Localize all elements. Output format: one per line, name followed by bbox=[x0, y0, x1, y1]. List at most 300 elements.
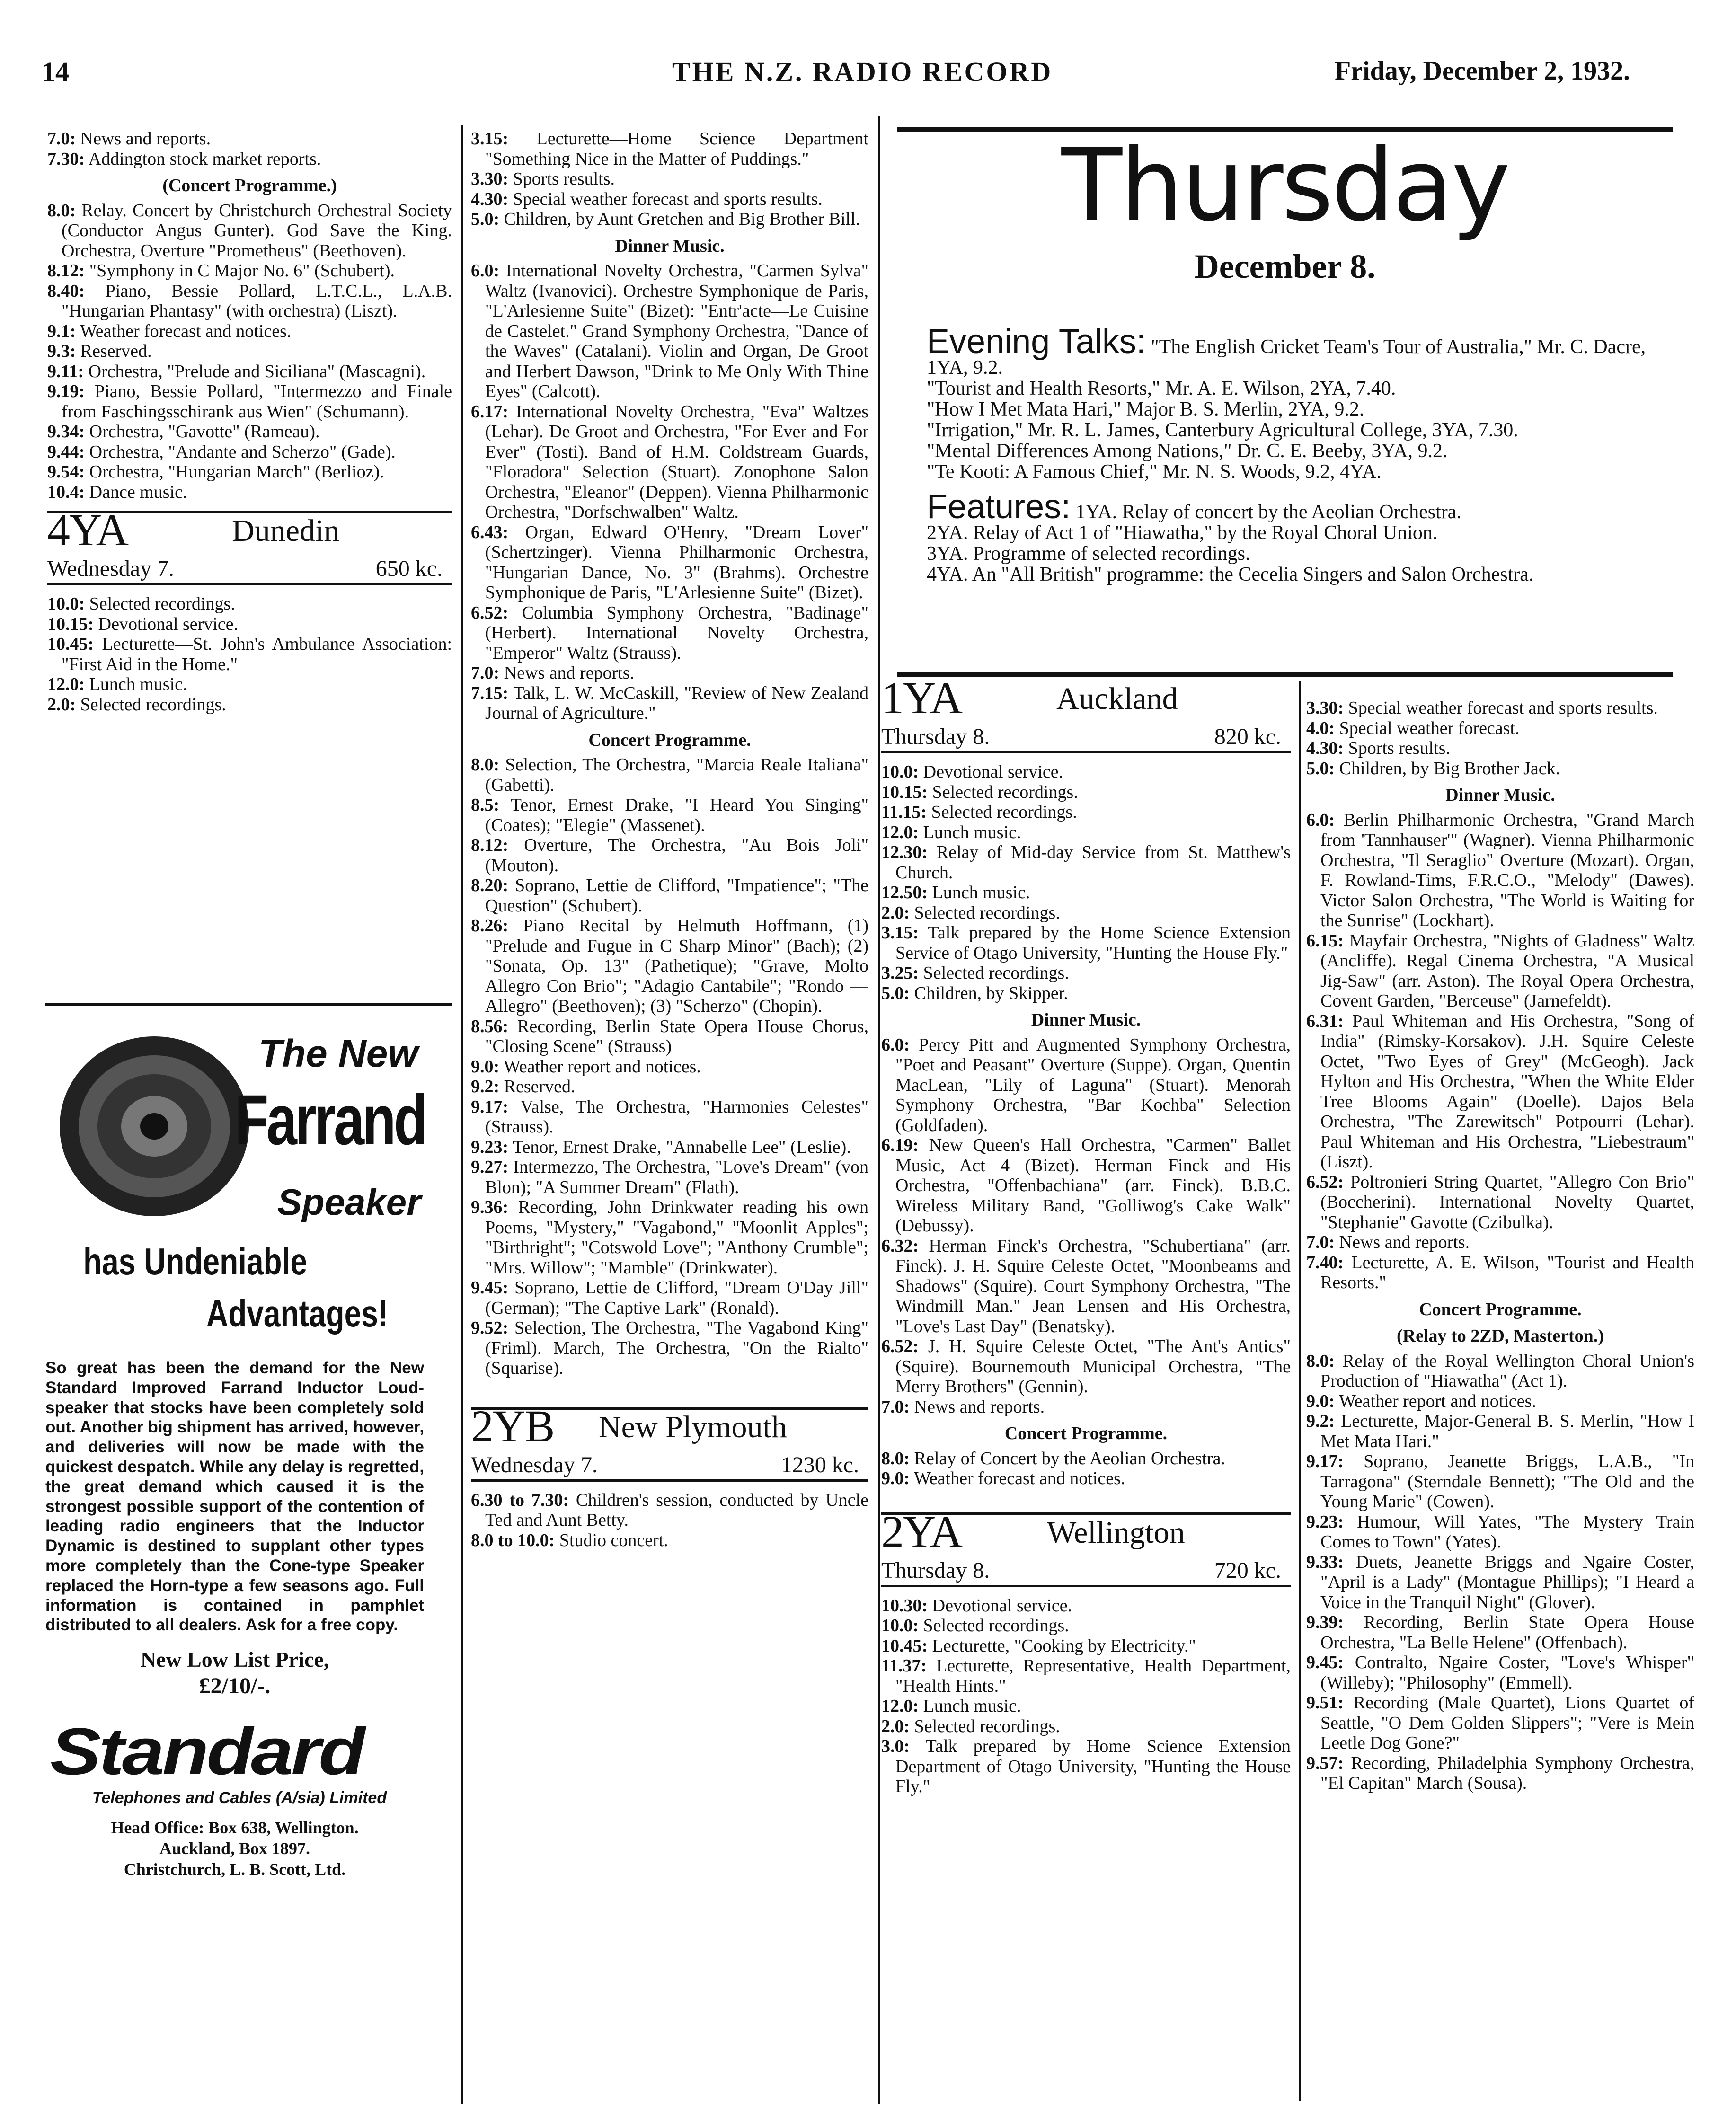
programme-item bbox=[881, 1035, 1291, 1136]
station-header-1ya bbox=[881, 681, 1291, 753]
programme-description: Lecturette, "Cooking by Electricity." bbox=[932, 1636, 1196, 1656]
programme-time: 9.45: bbox=[471, 1278, 509, 1298]
programme-item bbox=[47, 634, 452, 674]
programme-description: Recording, Philadelphia Symphony Orchestra, "El Capitan" March (Sousa). bbox=[1320, 1753, 1694, 1793]
programme-time: 10.45: bbox=[881, 1636, 928, 1656]
programme-time: 9.52: bbox=[471, 1318, 509, 1338]
programme-item bbox=[47, 261, 452, 281]
programme-description: Dance music. bbox=[89, 482, 187, 502]
programme-description: Talk prepared by the Home Science Extension Service of Otago University, "Hunting the House Fly." bbox=[895, 923, 1291, 963]
programme-item bbox=[881, 842, 1291, 883]
programme-description: Intermezzo, The Orchestra, "Love's Dream" (von Blon); "A Summer Dream" (Flath). bbox=[485, 1157, 868, 1197]
programme-description: Weather forecast and notices. bbox=[913, 1468, 1125, 1488]
programme-item bbox=[47, 482, 452, 503]
programme-time: 11.15: bbox=[881, 802, 927, 822]
programme-description: Organ, Edward O'Henry, "Dream Lover" (Schertzinger). Vienna Philharmonic Orchestra, "Hungarian Dance, No. 3" (Brahms). Orchestre Symphonique de Paris, "L'Arlesienne Suite" (Bizet). bbox=[485, 522, 868, 602]
column-rule bbox=[878, 116, 880, 2104]
section-heading: Concert Programme. bbox=[1004, 1424, 1168, 1443]
programme-time: 10.0: bbox=[881, 1616, 919, 1636]
programme-description: Weather report and notices. bbox=[503, 1056, 701, 1077]
programme-description: Lecturette—St. John's Ambulance Association: "First Aid in the Home." bbox=[62, 634, 452, 674]
programme-item bbox=[471, 169, 868, 189]
programme-description: Studio concert. bbox=[559, 1530, 668, 1550]
col2-listings-2 bbox=[471, 1490, 868, 1551]
ad-offices bbox=[45, 1817, 424, 1880]
page-number: 14 bbox=[42, 56, 69, 87]
programme-description: Relay of the Royal Wellington Choral Union's Production of "Hiawatha" (Act 1). bbox=[1320, 1351, 1694, 1391]
programme-item bbox=[471, 261, 868, 402]
programme-description: Children's session, conducted by Uncle Ted and Aunt Betty. bbox=[485, 1490, 868, 1530]
programme-item bbox=[471, 522, 868, 603]
programme-item bbox=[881, 782, 1291, 803]
programme-time: 10.15: bbox=[881, 782, 928, 802]
programme-description: Percy Pitt and Augmented Symphony Orchestra, "Poet and Peasant" Overture (Suppe). Organ, Quentin MacLean, "Lily of Laguna" (Stuart). Menorah Symphony Orchestra, "Bar Kochba" Selection (Goldfaden). bbox=[895, 1034, 1291, 1135]
programme-description: Talk, L. W. McCaskill, "Review of New Zealand Journal of Agriculture." bbox=[485, 683, 868, 723]
station-call: 2YA bbox=[881, 1506, 962, 1557]
programme-time: 9.2: bbox=[471, 1077, 500, 1096]
programme-time: 12.30: bbox=[881, 842, 928, 862]
programme-description: Weather forecast and notices. bbox=[80, 321, 292, 341]
programme-time: 8.0: bbox=[1306, 1351, 1335, 1371]
programme-description: Lunch music. bbox=[932, 883, 1030, 902]
programme-description: Selection, The Orchestra, "Marcia Reale Italiana" (Gabetti). bbox=[485, 755, 868, 795]
programme-time: 6.52: bbox=[471, 602, 509, 623]
programme-description: Recording, Berlin State Opera House Orchestra, "La Belle Helene" (Offenbach). bbox=[1320, 1612, 1694, 1653]
programme-item bbox=[47, 695, 452, 715]
ad-office-3: Christchurch, L. B. Scott, Ltd. bbox=[124, 1860, 346, 1879]
programme-item bbox=[471, 603, 868, 663]
programme-description: Piano, Bessie Pollard, "Intermezzo and Finale from Faschingsschirank aus Wien" (Schumann). bbox=[62, 381, 452, 422]
programme-time: 6.0: bbox=[471, 261, 500, 281]
programme-description: Humour, Will Yates, "The Mystery Train Comes to Town" (Yates). bbox=[1320, 1512, 1694, 1552]
col3-listings-2 bbox=[881, 1596, 1291, 1797]
programme-description: Tenor, Ernest Drake, "Annabelle Lee" (Leslie). bbox=[512, 1137, 851, 1157]
programme-description: Selected recordings. bbox=[914, 1716, 1060, 1736]
programme-description: Selected recordings. bbox=[923, 963, 1069, 983]
programme-description: Reserved. bbox=[80, 341, 152, 361]
programme-time: 7.40: bbox=[1306, 1252, 1344, 1273]
programme-time: 8.5: bbox=[471, 795, 500, 815]
section-heading: Dinner Music. bbox=[1031, 1010, 1141, 1030]
programme-time: 9.0: bbox=[471, 1056, 500, 1077]
programme-description: Orchestra, "Andante and Scherzo" (Gade). bbox=[89, 442, 396, 462]
programme-description: Talk prepared by Home Science Extension Department of Otago University, "Hunting the House Fly." bbox=[895, 1736, 1291, 1796]
programme-time: 3.30: bbox=[1306, 698, 1344, 718]
programme-time: 8.0: bbox=[47, 200, 76, 221]
talk-item: "Irrigation," Mr. R. L. James, Canterbury Agricultural College, 3YA, 7.30. bbox=[927, 419, 1518, 441]
programme-time: 9.2: bbox=[1306, 1411, 1335, 1431]
programme-description: Selected recordings. bbox=[923, 1616, 1069, 1636]
programme-time: 6.32: bbox=[881, 1236, 919, 1256]
programme-item bbox=[1306, 1011, 1694, 1172]
programme-description: Sports results. bbox=[513, 169, 615, 189]
evening-talks bbox=[927, 323, 1665, 585]
station-frequency: 820 kc. bbox=[1214, 724, 1281, 749]
programme-description: Poltronieri String Quartet, "Allegro Con Brio" (Boccherini). International Novelty Quartet, "Stephanie" Gavotte (Czibulka). bbox=[1320, 1172, 1694, 1232]
programme-time: 9.36: bbox=[471, 1197, 509, 1217]
programme-time: 7.0: bbox=[1306, 1232, 1335, 1252]
programme-item bbox=[47, 201, 452, 261]
programme-time: 9.3: bbox=[47, 341, 76, 361]
programme-item bbox=[471, 1097, 868, 1137]
programme-item bbox=[471, 1077, 868, 1097]
programme-time: 8.0: bbox=[471, 755, 500, 775]
programme-item bbox=[47, 674, 452, 695]
programme-description: Orchestra, "Hungarian March" (Berlioz). bbox=[89, 462, 384, 482]
programme-description: Recording, Berlin State Opera House Chorus, "Closing Scene" (Strauss) bbox=[485, 1016, 868, 1056]
feature-item: 3YA. Programme of selected recordings. bbox=[927, 543, 1250, 565]
programme-time: 4.0: bbox=[1306, 718, 1335, 738]
programme-description: Relay of Concert by the Aeolian Orchestra. bbox=[914, 1448, 1226, 1468]
programme-description: Orchestra, "Prelude and Siciliana" (Mascagni). bbox=[88, 361, 426, 381]
programme-description: Orchestra, "Gavotte" (Rameau). bbox=[89, 422, 320, 442]
section-heading: (Concert Programme.) bbox=[162, 176, 337, 195]
station-city: Dunedin bbox=[232, 513, 340, 548]
programme-description: Lecturette—Home Science Department "Something Nice in the Matter of Puddings." bbox=[485, 129, 868, 169]
programme-time: 10.0: bbox=[881, 762, 919, 782]
station-frequency: 1230 kc. bbox=[780, 1452, 859, 1477]
programme-description: International Novelty Orchestra, "Eva" Waltzes (Lehar). De Groot and Orchestra, "For Ever and For Ever" (Tosti). Band of H.M. Coldstream Guards, "Floradora" Selection (Stuart). Zonophone Salon Orchestra, "Eleanor" (Deppen). Vienna Philharmonic Orchestra, "Dorfschwalben" Waltz. bbox=[485, 401, 868, 522]
programme-time: 9.34: bbox=[47, 422, 85, 442]
programme-item bbox=[881, 1135, 1291, 1236]
col4-listings bbox=[1306, 698, 1694, 1794]
ad-tagline-1: has Undeniable bbox=[83, 1240, 307, 1282]
programme-time: 9.11: bbox=[47, 361, 84, 381]
programme-description: Herman Finck's Orchestra, "Schubertiana" (arr. Finck). J. H. Squire Celeste Octet, "Moonbeams and Shadows" (Squire). Court Symphony Orchestra, "The Windmill Man." Jean Lensen and His Orchestra, "Love's Last Day" (Benatsky). bbox=[895, 1236, 1291, 1336]
programme-time: 10.4: bbox=[47, 482, 85, 502]
talks-label: Evening Talks: bbox=[927, 323, 1146, 361]
programme-item bbox=[47, 281, 452, 321]
programme-description: Recording, John Drinkwater reading his own Poems, "Mystery," "Vagabond," "Moonlit Apples"; "Birthright"; "Cotswold Love"; "Anthony Crumble"; "Mrs. Willow"; "Mamble" (Drinkwater). bbox=[485, 1197, 868, 1278]
programme-time: 5.0: bbox=[1306, 758, 1335, 778]
programme-time: 6.30 to 7.30: bbox=[471, 1490, 569, 1510]
programme-item bbox=[881, 822, 1291, 843]
programme-description: Special weather forecast. bbox=[1339, 718, 1520, 738]
programme-time: 9.0: bbox=[881, 1468, 910, 1488]
programme-description: Overture, The Orchestra, "Au Bois Joli" (Mouton). bbox=[485, 835, 868, 875]
section-heading: Dinner Music. bbox=[615, 236, 725, 256]
ad-top-rule bbox=[45, 1003, 452, 1006]
programme-time: 9.23: bbox=[471, 1137, 509, 1157]
programme-time: 6.52: bbox=[1306, 1172, 1344, 1192]
programme-time: 2.0: bbox=[881, 902, 910, 923]
programme-time: 8.0 to 10.0: bbox=[471, 1530, 555, 1550]
col1-listings-2 bbox=[47, 594, 452, 715]
programme-description: Reserved. bbox=[504, 1077, 576, 1096]
station-header-4ya bbox=[47, 504, 452, 585]
programme-item bbox=[471, 1157, 868, 1197]
day-date: December 8. bbox=[1194, 248, 1376, 285]
column-rule bbox=[1299, 681, 1301, 2101]
programme-item bbox=[471, 875, 868, 916]
programme-time: 9.19: bbox=[47, 381, 85, 401]
programme-time: 4.30: bbox=[471, 189, 509, 209]
programme-description: Recording (Male Quartet), Lions Quartet of Seattle, "O Dem Golden Slippers"; "Vere is Mein Leetle Dog Gone?" bbox=[1320, 1693, 1694, 1753]
programme-item bbox=[881, 1736, 1291, 1797]
section-heading: Concert Programme. bbox=[588, 730, 751, 750]
programme-time: 6.19: bbox=[881, 1135, 919, 1155]
programme-item bbox=[1306, 1552, 1694, 1613]
programme-description: Columbia Symphony Orchestra, "Badinage" (Herbert). International Novelty Orchestra, "Emperor" Waltz (Strauss). bbox=[485, 602, 868, 663]
programme-time: 3.30: bbox=[471, 169, 509, 189]
programme-time: 6.15: bbox=[1306, 930, 1344, 951]
programme-time: 7.15: bbox=[471, 683, 509, 703]
station-city: Wellington bbox=[1047, 1515, 1185, 1550]
programme-item bbox=[1306, 1451, 1694, 1512]
programme-item bbox=[47, 462, 452, 482]
programme-item bbox=[47, 321, 452, 342]
programme-item bbox=[881, 903, 1291, 923]
programme-description: Lecturette, Major-General B. S. Merlin, "How I Met Mata Hari." bbox=[1320, 1411, 1694, 1451]
programme-description: Duets, Jeanette Briggs and Ngaire Coster, "April is a Lady" (Montague Phillips); "I Heard a Voice in the Tranquil Night" (Glover). bbox=[1320, 1552, 1694, 1612]
programme-time: 9.54: bbox=[47, 462, 85, 482]
programme-item bbox=[47, 442, 452, 462]
programme-item bbox=[47, 422, 452, 442]
feature-item: 1YA. Relay of concert by the Aeolian Orchestra. bbox=[1075, 501, 1461, 523]
programme-item bbox=[471, 755, 868, 795]
programme-time: 12.0: bbox=[881, 1696, 919, 1716]
ad-headline: The New bbox=[258, 1032, 418, 1075]
programme-description: Sports results. bbox=[1348, 738, 1451, 758]
programme-description: News and reports. bbox=[504, 663, 635, 683]
programme-item bbox=[881, 1236, 1291, 1337]
programme-time: 9.27: bbox=[471, 1157, 509, 1177]
programme-description: International Novelty Orchestra, "Carmen Sylva" Waltz (Ivanovici). Orchestre Symphonique de Paris, "L'Arlesienne Suite" (Bizet): "Entr'acte—Le Cuisine de Castelet." Grand Symphony Orchestra, "Dance of the Waves" (Catalani). Violin and Organ, De Groot and Herbert Dawson, "Drink to Me Only With Thine Eyes" (Calcott). bbox=[485, 261, 868, 401]
station-day: Thursday 8. bbox=[881, 1557, 990, 1583]
programme-description: New Queen's Hall Orchestra, "Carmen" Ballet Music, Act 4 (Bizet). Herman Finck and His Orchestra, "Offenbachiana" (arr. Finck). B.B.C. Wireless Military Band, "Golliwog's Cake Walk" (Debussy). bbox=[895, 1135, 1291, 1236]
programme-time: 6.52: bbox=[881, 1336, 919, 1356]
col2-listings bbox=[471, 129, 868, 1379]
talk-item: "How I Met Mata Hari," Major B. S. Merlin, 2YA, 9.2. bbox=[927, 398, 1364, 420]
programme-time: 8.56: bbox=[471, 1016, 509, 1036]
station-day: Wednesday 7. bbox=[471, 1452, 598, 1477]
day-title: Thursday bbox=[1061, 127, 1509, 243]
talk-item: "The English Cricket Team's Tour of Australia," Mr. C. Dacre, 1YA, 9.2. bbox=[927, 336, 1646, 379]
programme-description: Piano, Bessie Pollard, L.T.C.L., L.A.B. "Hungarian Phantasy" (with orchestra) (Liszt). bbox=[62, 281, 452, 321]
programme-item bbox=[1306, 738, 1694, 759]
programme-item bbox=[881, 963, 1291, 983]
programme-time: 9.33: bbox=[1306, 1552, 1344, 1572]
programme-description: Devotional service. bbox=[98, 614, 239, 634]
speaker-illustration bbox=[50, 1027, 258, 1226]
programme-item bbox=[47, 381, 452, 422]
programme-description: Selected recordings. bbox=[914, 902, 1060, 923]
programme-description: Soprano, Lettie de Clifford, "Impatience"; "The Question" (Schubert). bbox=[485, 875, 868, 916]
programme-item bbox=[471, 1318, 868, 1379]
programme-item bbox=[1306, 931, 1694, 1011]
programme-time: 6.43: bbox=[471, 522, 509, 542]
programme-description: Soprano, Lettie de Clifford, "Dream O'Day Jill" (German); "The Captive Lark" (Ronald). bbox=[485, 1278, 868, 1318]
programme-description: Lecturette, Representative, Health Department, "Health Hints." bbox=[895, 1656, 1291, 1696]
programme-item bbox=[471, 189, 868, 210]
programme-description: Selected recordings. bbox=[89, 594, 235, 614]
programme-item bbox=[881, 983, 1291, 1004]
programme-time: 3.0: bbox=[881, 1736, 910, 1756]
programme-time: 6.31: bbox=[1306, 1011, 1344, 1031]
ad-company: Standard bbox=[50, 1714, 363, 1788]
programme-time: 3.25: bbox=[881, 963, 919, 983]
ad-office-1: Head Office: Box 638, Wellington. bbox=[111, 1818, 359, 1837]
programme-item bbox=[471, 402, 868, 522]
programme-time: 8.0: bbox=[881, 1448, 910, 1468]
feature-item: 2YA. Relay of Act 1 of "Hiawatha," by the Royal Choral Union. bbox=[927, 522, 1438, 544]
station-city: New Plymouth bbox=[599, 1409, 787, 1444]
programme-description: Selected recordings. bbox=[932, 782, 1078, 802]
programme-item bbox=[881, 883, 1291, 903]
programme-description: News and reports. bbox=[1339, 1232, 1470, 1252]
programme-time: 4.30: bbox=[1306, 738, 1344, 758]
programme-item bbox=[471, 795, 868, 835]
programme-time: 2.0: bbox=[47, 694, 76, 715]
programme-time: 9.45: bbox=[1306, 1653, 1344, 1672]
talk-item: "Tourist and Health Resorts," Mr. A. E. Wilson, 2YA, 7.40. bbox=[927, 378, 1396, 399]
programme-time: 8.26: bbox=[471, 916, 509, 936]
programme-item bbox=[1306, 1253, 1694, 1293]
programme-description: Selected recordings. bbox=[80, 694, 226, 715]
programme-description: Contralto, Ngaire Coster, "Love's Whisper" (Willeby); "Philosophy" (Emmell). bbox=[1320, 1653, 1694, 1693]
programme-time: 9.44: bbox=[47, 442, 85, 462]
ad-office-2: Auckland, Box 1897. bbox=[159, 1839, 310, 1858]
programme-item bbox=[1306, 718, 1694, 739]
programme-description: Addington stock market reports. bbox=[88, 149, 321, 169]
programme-item bbox=[47, 362, 452, 382]
column-4 bbox=[1306, 698, 1694, 2113]
programme-time: 10.15: bbox=[47, 614, 94, 634]
programme-time: 9.1: bbox=[47, 321, 76, 341]
programme-item bbox=[881, 1616, 1291, 1636]
ad-product: Speaker bbox=[277, 1181, 421, 1223]
programme-item bbox=[1306, 1512, 1694, 1552]
programme-item bbox=[881, 1656, 1291, 1696]
programme-description: Lunch music. bbox=[923, 822, 1021, 842]
section-heading: Dinner Music. bbox=[1445, 785, 1555, 805]
programme-description: Lunch music. bbox=[89, 674, 187, 694]
programme-description: Children, by Skipper. bbox=[914, 983, 1068, 1003]
programme-item bbox=[1306, 810, 1694, 931]
programme-item bbox=[1306, 1391, 1694, 1412]
ad-body: So great has been the demand for the New Standard Improved Farrand Inductor Loud-speaker that stocks have been completely sold out. Another big shipment has arrived, however, and deliveries will now be made with the quickest despatch. While any delay is regretted, the great demand which caused it is the strongest possible support of the contention of leading radio engineers that the Inductor Dynamic is destined to supplant other types more completely than the Cone-type Speaker replaced the Horn-type a few seasons ago. Full information is contained in pamphlet distributed to all dealers. Ask for a free copy. bbox=[45, 1359, 424, 1635]
ad-tagline-2: Advantages! bbox=[206, 1292, 389, 1335]
programme-item bbox=[471, 1137, 868, 1158]
programme-item bbox=[881, 1696, 1291, 1716]
section-heading: Concert Programme. bbox=[1419, 1299, 1582, 1319]
programme-description: Weather report and notices. bbox=[1338, 1391, 1536, 1411]
programme-item bbox=[1306, 1351, 1694, 1391]
programme-item bbox=[471, 1017, 868, 1057]
programme-item bbox=[471, 916, 868, 1017]
programme-item bbox=[471, 1197, 868, 1278]
programme-time: 5.0: bbox=[471, 209, 500, 229]
programme-time: 9.39: bbox=[1306, 1612, 1344, 1632]
programme-time: 12.0: bbox=[47, 674, 85, 694]
station-call: 1YA bbox=[881, 681, 962, 723]
programme-description: Children, by Aunt Gretchen and Big Brother Bill. bbox=[504, 209, 860, 229]
programme-item bbox=[881, 1449, 1291, 1469]
programme-item bbox=[881, 923, 1291, 963]
ad-brand: Farrand bbox=[235, 1080, 425, 1159]
programme-item bbox=[47, 149, 452, 169]
station-day: Wednesday 7. bbox=[47, 556, 175, 581]
programme-item bbox=[881, 1397, 1291, 1417]
column-rule bbox=[461, 125, 463, 2104]
programme-time: 9.51: bbox=[1306, 1693, 1344, 1713]
programme-description: Soprano, Jeanette Briggs, L.A.B., "In Tarragona" (Sterndale Bennett); "The Old and the Young Marie" (Cowen). bbox=[1320, 1451, 1694, 1512]
features-label: Features: bbox=[927, 488, 1071, 526]
programme-time: 12.50: bbox=[881, 883, 928, 902]
programme-description: Paul Whiteman and His Orchestra, "Song of India" (Rimsky-Korsakov). J.H. Squire Celeste Octet, "Two Eyes of Grey" (McGeogh). Jack Hylton and His Orchestra, "When the White Elder Tree Blooms Again" (Doelle). Dajos Bela Orchestra, "The Zarewitsch" Potpourri (Lehar). Paul Whiteman and His Orchestra, "Liebestraum" (Liszt). bbox=[1320, 1011, 1694, 1172]
station-frequency: 720 kc. bbox=[1214, 1557, 1281, 1583]
programme-time: 2.0: bbox=[881, 1716, 910, 1736]
programme-item bbox=[1306, 759, 1694, 779]
station-header-2ya bbox=[881, 1506, 1291, 1587]
programme-time: 9.17: bbox=[471, 1096, 509, 1117]
column-1 bbox=[47, 129, 452, 999]
programme-time: 10.0: bbox=[47, 594, 85, 614]
programme-description: News and reports. bbox=[80, 129, 211, 149]
programme-time: 10.45: bbox=[47, 634, 94, 654]
programme-item bbox=[881, 1468, 1291, 1489]
programme-item bbox=[1306, 1753, 1694, 1794]
programme-description: Devotional service. bbox=[923, 762, 1063, 782]
programme-item bbox=[471, 209, 868, 230]
programme-item bbox=[471, 1278, 868, 1318]
programme-time: 9.0: bbox=[1306, 1391, 1335, 1411]
programme-time: 9.17: bbox=[1306, 1451, 1344, 1471]
programme-description: Valse, The Orchestra, "Harmonies Celestes" (Strauss). bbox=[485, 1096, 868, 1137]
programme-description: Tenor, Ernest Drake, "I Heard You Singing" (Coates); "Elegie" (Massenet). bbox=[485, 795, 868, 835]
programme-item bbox=[471, 663, 868, 683]
programme-time: 11.37: bbox=[881, 1656, 927, 1676]
col1-listings bbox=[47, 129, 452, 502]
programme-item bbox=[471, 683, 868, 724]
programme-description: Lunch music. bbox=[923, 1696, 1021, 1716]
programme-item bbox=[47, 341, 452, 362]
programme-item bbox=[881, 1636, 1291, 1656]
programme-time: 6.0: bbox=[881, 1034, 910, 1055]
programme-time: 8.20: bbox=[471, 875, 509, 895]
programme-description: Special weather forecast and sports results. bbox=[513, 189, 823, 209]
programme-time: 5.0: bbox=[881, 983, 910, 1003]
programme-item bbox=[881, 1596, 1291, 1616]
col3-listings bbox=[881, 762, 1291, 1489]
station-frequency: 650 kc. bbox=[375, 556, 443, 581]
programme-time: 6.17: bbox=[471, 401, 509, 422]
programme-description: Special weather forecast and sports results. bbox=[1348, 698, 1658, 718]
programme-description: Mayfair Orchestra, "Nights of Gladness" Waltz (Ancliffe). Regal Cinema Orchestra, "A Musical Jig-Saw" (arr. Aston). The Royal Opera Orchestra, Covent Garden, "Berceuse" (Jarnefeldt). bbox=[1320, 930, 1694, 1011]
programme-item bbox=[471, 129, 868, 169]
programme-time: 3.15: bbox=[881, 923, 919, 943]
programme-item bbox=[881, 762, 1291, 782]
programme-item bbox=[881, 1336, 1291, 1397]
programme-description: Selected recordings. bbox=[931, 802, 1077, 822]
programme-item bbox=[881, 1716, 1291, 1737]
feature-item: 4YA. An "All British" programme: the Cecelia Singers and Salon Orchestra. bbox=[927, 564, 1534, 585]
programme-description: Devotional service. bbox=[932, 1595, 1072, 1616]
programme-item bbox=[1306, 1612, 1694, 1653]
section-heading: (Relay to 2ZD, Masterton.) bbox=[1397, 1326, 1604, 1346]
programme-description: Lecturette, A. E. Wilson, "Tourist and Health Resorts." bbox=[1320, 1252, 1694, 1292]
programme-item bbox=[1306, 1411, 1694, 1451]
talk-item: "Te Kooti: A Famous Chief," Mr. N. S. Woods, 9.2, 4YA. bbox=[927, 461, 1382, 483]
station-call: 4YA bbox=[47, 504, 128, 555]
programme-description: Children, by Big Brother Jack. bbox=[1339, 758, 1560, 778]
station-header-2yb bbox=[471, 1400, 868, 1482]
programme-time: 9.23: bbox=[1306, 1512, 1344, 1532]
ad-price-label: New Low List Price, bbox=[140, 1647, 329, 1671]
talk-item: "Mental Differences Among Nations," Dr. C. E. Beeby, 3YA, 9.2. bbox=[927, 440, 1448, 462]
programme-item bbox=[471, 835, 868, 875]
column-3 bbox=[881, 681, 1291, 2111]
